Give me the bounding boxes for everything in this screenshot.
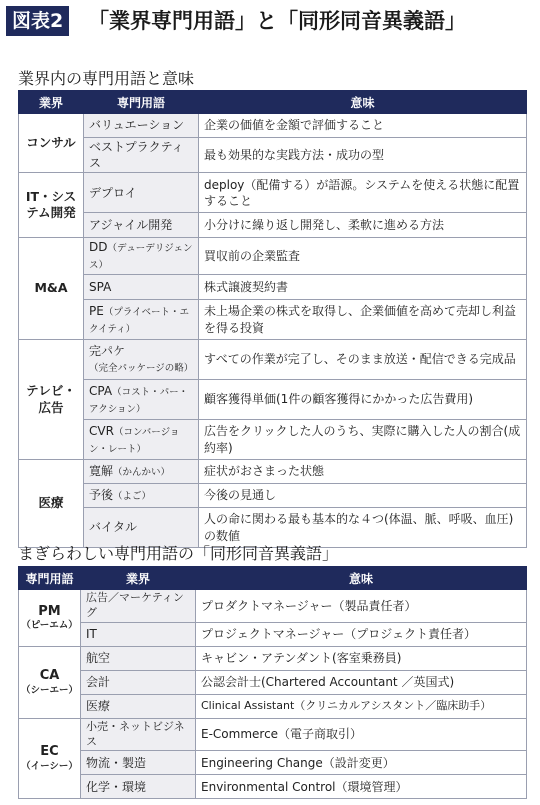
table-row	[19, 275, 527, 300]
meaning-cell: すべての作業が完了し、そのまま放送・配信できる完成品	[199, 340, 527, 380]
industry-cell: コンサル	[19, 114, 84, 173]
term-note: （デューデリジェンス）	[89, 243, 193, 272]
term-note: （よご）	[113, 491, 152, 503]
table1-caption: 業界内の専門用語と意味	[18, 69, 195, 88]
term-note: （プライベート・エクイティ）	[89, 306, 190, 335]
meaning-cell: Engineering Change（設計変更）	[196, 751, 527, 775]
industry-cell: 医療	[81, 694, 196, 718]
column-header-meaning: 意味	[196, 567, 527, 590]
table-row	[19, 460, 527, 484]
meaning-cell: プロジェクトマネージャー（プロジェクト責任者）	[196, 622, 527, 646]
term-note: （コスト・パー・アクション）	[89, 386, 189, 415]
column-header-term: 専門用語	[84, 91, 199, 114]
meaning-cell: 買収前の企業監査	[199, 238, 527, 275]
table-row	[19, 718, 527, 751]
term-note: （完全パッケージの略）	[89, 363, 194, 375]
meaning-cell: Clinical Assistant（クリニカルアシスタント／臨床助手）	[196, 694, 527, 718]
table-row	[19, 238, 527, 275]
page-title: 「業界専門用語」と「同形同音異義語」	[88, 9, 466, 33]
term-label: 予後	[89, 488, 114, 503]
table-row	[19, 213, 527, 238]
abbr-label: PM	[38, 603, 61, 619]
term-label: 完パケ	[89, 344, 126, 358]
abbr-cell	[19, 646, 81, 718]
meaning-cell: プロダクトマネージャー（製品責任者）	[196, 590, 527, 623]
term-cell	[84, 300, 199, 340]
industry-cell: 会計	[81, 670, 196, 694]
industry-cell: 医療	[19, 460, 84, 548]
table-row	[19, 484, 527, 508]
meaning-cell: 顧客獲得単価(1件の顧客獲得にかかった広告費用)	[199, 380, 527, 420]
table-row	[19, 138, 527, 173]
term-cell	[84, 238, 199, 275]
table-row	[19, 173, 527, 213]
term-note: （かんかい）	[113, 467, 171, 479]
abbr-cell	[19, 718, 81, 799]
meaning-cell: Environmental Control（環境管理）	[196, 775, 527, 799]
term-cell: SPA	[84, 275, 199, 300]
term-cell: ベストプラクティス	[84, 138, 199, 173]
meaning-cell: 今後の見通し	[199, 484, 527, 508]
industry-cell: M&A	[19, 238, 84, 340]
meaning-cell: 症状がおさまった状態	[199, 460, 527, 484]
industry-cell: 化学・環境	[81, 775, 196, 799]
industry-cell: 小売・ネットビジネス	[81, 718, 196, 751]
table-row	[19, 775, 527, 799]
meaning-cell: E-Commerce（電子商取引）	[196, 718, 527, 751]
table-row	[19, 340, 527, 380]
industry-cell: 物流・製造	[81, 751, 196, 775]
table-row	[19, 751, 527, 775]
abbr-label: EC	[40, 744, 59, 760]
term-cell	[84, 484, 199, 508]
meaning-cell: 未上場企業の株式を取得し、企業価値を高めて売却し利益を得る投資	[199, 300, 527, 340]
table-row	[19, 694, 527, 718]
term-cell: バリュエーション	[84, 114, 199, 138]
abbr-reading: （ピーエム）	[21, 620, 78, 632]
column-header-industry: 業界	[19, 91, 84, 114]
term-note: （コンバージョン・レート）	[89, 426, 180, 455]
term-label: CPA	[89, 383, 113, 398]
table-row	[19, 590, 527, 623]
term-label: CVR	[89, 423, 114, 438]
table-row	[19, 300, 527, 340]
abbr-reading: （シーエー）	[21, 684, 79, 696]
meaning-cell: 企業の価値を金額で評価すること	[199, 114, 527, 138]
meaning-cell: 広告をクリックした人のうち、実際に購入した人の割合(成約率)	[199, 420, 527, 460]
meaning-cell: 人の命に関わる最も基本的な４つ(体温、脈、呼吸、血圧)の数値	[199, 508, 527, 548]
abbr-reading: （イーシー）	[21, 760, 78, 772]
meaning-cell: 小分けに繰り返し開発し、柔軟に進める方法	[199, 213, 527, 238]
term-cell	[84, 420, 199, 460]
industry-cell: 広告／マーケティング	[81, 590, 196, 623]
table-row	[19, 114, 527, 138]
industry-cell: IT	[81, 622, 196, 646]
term-label: DD	[89, 240, 108, 255]
table2-caption: まぎらわしい専門用語の「同形同音異義語」	[18, 544, 339, 563]
term-label: 寛解	[89, 464, 114, 479]
term-cell: バイタル	[84, 508, 199, 548]
term-cell	[84, 380, 199, 420]
term-cell: アジャイル開発	[84, 213, 199, 238]
term-label: PE	[89, 303, 104, 318]
meaning-cell: deploy（配備する）が語源。システムを使える状態に配置すること	[199, 173, 527, 213]
table-row	[19, 646, 527, 670]
homonym-table	[18, 566, 527, 799]
table-row	[19, 670, 527, 694]
meaning-cell: 最も効果的な実践方法・成功の型	[199, 138, 527, 173]
abbr-cell	[19, 590, 81, 647]
industry-cell: テレビ・広告	[19, 340, 84, 460]
table-row	[19, 420, 527, 460]
meaning-cell: キャビン・アテンダント(客室乗務員)	[196, 646, 527, 670]
abbr-label: CA	[39, 668, 60, 683]
industry-cell: IT・システム開発	[19, 173, 84, 238]
table-row	[19, 380, 527, 420]
term-cell: デプロイ	[84, 173, 199, 213]
column-header-meaning: 意味	[199, 91, 527, 114]
term-cell	[84, 460, 199, 484]
figure-badge: 図表2	[6, 6, 69, 36]
column-header-term: 専門用語	[19, 567, 81, 590]
meaning-cell: 公認会計士(Chartered Accountant ／英国式)	[196, 670, 527, 694]
term-cell	[84, 340, 199, 380]
table-row	[19, 622, 527, 646]
column-header-industry: 業界	[81, 567, 196, 590]
industry-cell: 航空	[81, 646, 196, 670]
meaning-cell: 株式譲渡契約書	[199, 275, 527, 300]
jargon-table	[18, 90, 527, 548]
